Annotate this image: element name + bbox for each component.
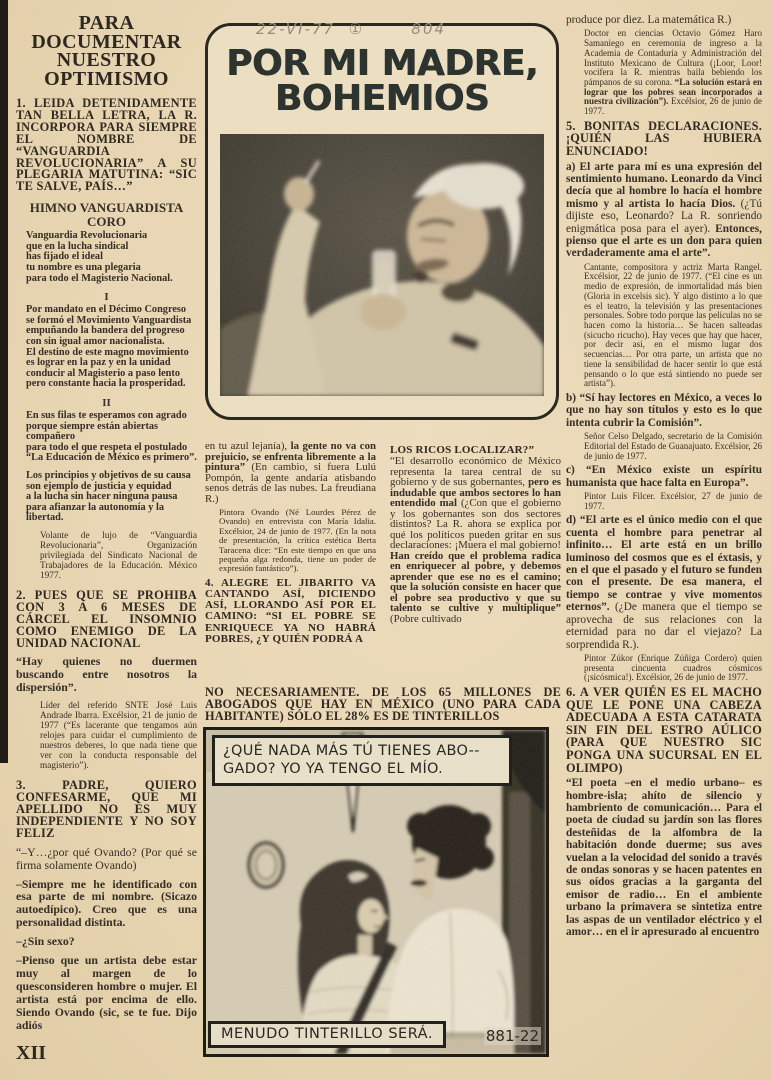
section-1-heading: 1. LEIDA DETENIDAMENTE TAN BELLA LETRA, LA R. INCORPORA PARA SIEMPRE EL NOMBRE DE “VANGUARDIA REVOLUCIONARIA” A SU PLEGARIA MATUTINA: “SIC TE SALVE, PAÍS…” [16, 96, 197, 194]
verse-line: “La Educación de México es primero”. [26, 452, 197, 464]
speech-bubble [212, 735, 512, 786]
verse-line: a la lucha sin hacer ninguna pausa [26, 491, 178, 503]
interview-a1: –Siempre me he identificado con esa parte de mi nombre. (Sicazo autoedípico). Creo que es una personalidad distinta. [16, 876, 197, 930]
feature-headline-line: BOHEMIOS [274, 78, 490, 119]
verse-line: En sus filas te esperamos con agrado [26, 409, 187, 421]
stanza-1-label: I [104, 291, 109, 304]
feature-headline-line: POR MI MADRE, [225, 43, 539, 84]
quote-segment-bold: d) “El arte es el único medio con el que cuenta el hombre para penetrar al infinito… El arte está en un brillo luminoso del cosmos que es el éxtasis, y en el que el pasado y el futuro se funden con el presente. De esa manera, el tiempo se contrae y vive momentos eternos”. [566, 514, 762, 614]
headline-box [205, 20, 559, 420]
credit-segment: Doctor en ciencias Octavio Gómez Haro Samaniego en ceremonia de ingreso a la Academia de Contaduría y Administración del Instituto Mexicano de Cultura (¡Loor, Loor! vocifera la R. mientras baila bebiendo los pámpanos de su corona. [584, 28, 762, 87]
verse-line: se formó el Movimiento Vanguardista [26, 314, 192, 326]
page-number: XII [16, 1042, 47, 1064]
quote-segment: (¿Con que el gobierno y los gobernantes son dos sectores distintos? La R. ahora se explica por qué los políticos pueden gritar en sus declaraciones: ¡Muera el mal gobierno! [390, 497, 561, 552]
film-grain [220, 134, 544, 396]
quote-segment: “El desarrollo económico de México representa la tarea central de su gobierno y de sus gobernantes, [390, 455, 561, 489]
verse-line: es lograr en la paz y en la unidad [26, 357, 171, 369]
declaration-a [566, 161, 762, 260]
photo-code: 881-22 [485, 1027, 539, 1045]
verse-line: tu nombre es una plegaria [26, 262, 141, 274]
feature-headline [208, 43, 556, 119]
article-title [16, 14, 197, 88]
quote-segment-bold: pero es indudable que ambos sectores lo han entendido mal [390, 476, 561, 510]
credit-gomez-haro [584, 29, 762, 116]
declaration-c: c) “En México existe un espíritu humanista que hace falta en Europa”. [566, 464, 762, 489]
speech-line: ¿QUÉ NADA MÁS TÚ TIENES ABO-- [223, 743, 480, 759]
verse-line: Por mandato en el Décimo Congreso [26, 304, 187, 316]
article-title-line: DOCUMENTAR [31, 30, 182, 53]
verse-line: has fijado el ideal [26, 251, 103, 263]
hymn-title: HIMNO VANGUARDISTA [29, 200, 184, 216]
section-2-quote: “Hay quienes no duermen buscando entre nosotros la dispersión”. [16, 654, 197, 695]
credit-marta-rangel: Cantante, compositora y actriz Marta Rangel. Excélsior, 22 de junio de 1977. (“El cine es un medio de expresión, de inmortalidad más bien (Gloria in excelsis sic). Y algo distinto a lo que es el teatro, la televisión y las presentaciones personales. Sobre todo porque las películas no se hacen como la historia… Se hacen salteadas (sicucho ricucho). Hay veces que hay que hacer, por decir así, en el mismo lugar dos secuencias… Por otra parte, un artista que no tiene la sensibilidad de hacer sentir lo que está pensando o lo que está sintiendo no puede ser artista”). [584, 261, 762, 389]
section-3-heading: 3. PADRE, QUIERO CONFESARME, QUE MI APELLIDO NO ES MUY INDEPENDIENTE Y NO SOY FELIZ [16, 778, 197, 840]
photo-man-toasting [220, 134, 544, 396]
stanza-1 [26, 305, 197, 390]
verse-line: para todo el que respeta el postulado [26, 441, 188, 453]
quote-segment-bold: Entonces, pienso que el arte es un don para quien verdaderamente ama el arte”. [566, 222, 762, 260]
credit-luis-filcer: Pintor Luis Filcer. Excélsior, 27 de junio de 1977. [584, 491, 762, 511]
center-col-left [205, 441, 376, 685]
center-text-columns [205, 441, 561, 685]
interview-q2: –¿Sin sexo? [16, 934, 75, 949]
runover-text: produce por diez. La matemática R.) [566, 14, 732, 26]
cartoon-lead-text: NO NECESARIAMENTE. DE LOS 65 MILLONES DE ABOGADOS QUE HAY EN MÉXICO (UNO PARA CADA HABITANTE) SÓLO EL 28% ES DE TINTERILLOS [205, 685, 561, 723]
article-title-line: NUESTRO [56, 49, 157, 71]
cartoon-panel [203, 727, 549, 1057]
verse-line: para afianzar la autonomía y la libertad. [26, 501, 164, 524]
hymn-chorus-label: CORO [87, 214, 126, 230]
quote-segment-bold: a) El arte para mí es una expresión del sentimiento humano. Leonardo da Vinci decía que al hombre lo hacía el hombre mismo y al artista lo hacía Dios. [566, 160, 762, 210]
credit-ovando: Pintora Ovando (Né Lourdes Pérez de Ovando) en entrevista con María Idalia. Excélsior, 24 de junio de 1977. (En la nota de presentación, la crítica estética Berta Taracena dice: “En este tiempo en que una pequeña alga redonda, tiene un poder de expresión fantástico”). [219, 507, 376, 574]
verse-line: con sin igual amor nacionalista. [26, 336, 165, 347]
section-4-heading: 4. ALEGRE EL JIBARITO VA CANTANDO ASÍ, DICIENDO ASÍ, LLORANDO ASÍ POR EL CAMINO: “SI EL POBRE SE ENRIQUECE YA NO HABRÁ POBRES, ¿Y QUIÉN PODRÁ A [205, 576, 376, 645]
section-2-heading: 2. PUES QUE SE PROHIBA CON 3 A 6 MESES DE CÁRCEL EL INSOMNIO COMO ENEMIGO DE LA UNIDAD NACIONAL [16, 587, 197, 650]
left-column [16, 14, 197, 1036]
credit-celso-delgado: Señor Celso Delgado, secretario de la Comisión Editorial del Estado de Guanajuato. Excélsior, 26 de junio de 1977. [584, 431, 762, 461]
center-feature [205, 0, 561, 1080]
verse-line: son ejemplo de justicia y equidad [26, 480, 172, 492]
verse-line: pero constante hacia la prosperidad. [26, 378, 186, 390]
credit-volante: Volante de lujo de “Vanguardia Revolucionaria”, Organización privilegiada del Sindicato Nacional de Trabajadores de la Educación. México 1977. [40, 530, 197, 581]
speech-line: GADO? YO YA TENGO EL MÍO. [223, 761, 444, 777]
scan-edge-strip [0, 0, 8, 763]
credit-zukor: Pintor Zúkor (Enrique Zúñiga Cordero) quien presenta cincuenta cuadros cósmicos (¡sicósmica!). Excélsior, 26 de junio de 1977. [584, 652, 762, 683]
center-col-right [390, 441, 561, 685]
declaration-d [566, 514, 762, 650]
hymn-chorus [26, 231, 197, 284]
credit-segment: Excélsior, 26 de junio de 1977. [584, 96, 762, 117]
right-column [566, 14, 762, 1066]
verse-line: Los principios y objetivos de su causa [26, 469, 191, 481]
article-title-line: PARA [78, 14, 135, 34]
section-6-heading: 6. A VER QUIÉN ES EL MACHO QUE LE PONE UNA CABEZA ADECUADA A ESTA CATARATA SIN FIN DEL ESTRO AÚLICO (PARA QUE NUESTRO SIC PONGA UNA SUCURSAL EN EL OLIMPO) [566, 685, 762, 775]
credit-snte: Líder del referido SNTE José Luis Andrade Ibarra. Excélsior, 21 de junio de 1977 (“Es lacerante que tengamos aún relojes para cuidar el cumplimiento de nuestros deberes, lo que nada tiene que ver con la conducta responsable del magisterio”). [40, 701, 197, 772]
caption-box: MENUDO TINTERILLO SERÁ. [208, 1021, 446, 1048]
stanza-2 [26, 411, 197, 464]
interview-a2: –Pienso que un artista debe estar muy al margen de lo quesconsideren hombre o mujer. El artista está por encima de ello. Siendo Ovando (sic, se te fue. Dijo adiós [16, 953, 197, 1032]
section-4-heading-cont: LOS RICOS LOCALIZAR?” [390, 444, 535, 456]
quote-segment: (¿De manera que el tiempo se aprovecha de sus relaciones con la eternidad para no dar el viejazo? La sorprendida R.). [566, 601, 762, 651]
verse-line: porque siempre están abiertas compañero [26, 420, 159, 443]
verse-line: conducir al Magisterio a paso lento [26, 367, 180, 379]
quote-segment-bold: la gente no va con prejuicio, se enfrenta libremente a la pintura” [205, 441, 376, 473]
handwritten-date-note: 22-VI-77 ① 804 [256, 20, 447, 38]
stanza-2-label: II [102, 396, 111, 409]
declaration-b: b) “Sí hay lectores en México, a veces lo que no hay son títulos y esto es lo que intenta cubrir la Comisión”. [566, 391, 762, 429]
verse-line: para todo el Magisterio Nacional. [26, 272, 173, 284]
credit-segment-bold: “La solución estará en lograr que los pobres sean incorporados a nuestra civilización”). [584, 76, 762, 107]
verse-line: El destino de este magno movimiento [26, 346, 189, 358]
verse-line: empuñando la bandera del progreso [26, 325, 185, 337]
economy-quote [390, 456, 561, 624]
quote-segment: (En cambio, si fuera Lulú Pompón, la gente andaría atisbando senos detrás de las nubes. La freudiana R.) [205, 461, 376, 505]
poet-quote: “El poeta –en el medio urbano– es hombre-isla; ahíto de silencio y hambriento de comunicación… Para el poeta de ciudad su jardín son las flores desteñidas de la alfombra de la habitación donde duerme; sus aves vuelan a la velocidad del sonido a través de ondas sonoras y se hacen patentes en sus oídos gracias a la garganta del emisor de radio… En el ambiente urbano la primavera se sintetiza entre las aspas de un ventilador eléctrico y el amor… en el ir apresurado al encuentro [566, 777, 762, 939]
verse-line: que en la lucha sindical [26, 240, 129, 252]
quote-segment: (Pobre cultivado [390, 612, 462, 625]
interview-q: “–Y…¿por qué Ovando? (Por qué se firma solamente Ovando) [16, 844, 197, 872]
stanza-2b [26, 471, 197, 524]
ovando-quote [205, 441, 376, 504]
section-5-heading: 5. BONITAS DECLARACIONES. ¡QUIÉN LAS HUBIERA ENUNCIADO! [566, 118, 762, 158]
quote-segment: en tu azul lejanía), [205, 441, 291, 452]
quote-segment-bold: Han creído que el problema radica en enriquecer al pobre, y debemos aprender que ese no es el camino; que la solución consiste en hacer que el pobre sea productivo y que su talento se cultive y multiplique” [390, 549, 561, 615]
article-title-line: OPTIMISMO [44, 67, 169, 90]
quote-segment: (¿Tú dijiste eso, Leonardo? La R. sonriendo enigmática posa para el ayer). [566, 197, 762, 235]
verse-line: Vanguardia Revolucionaria [26, 230, 148, 242]
